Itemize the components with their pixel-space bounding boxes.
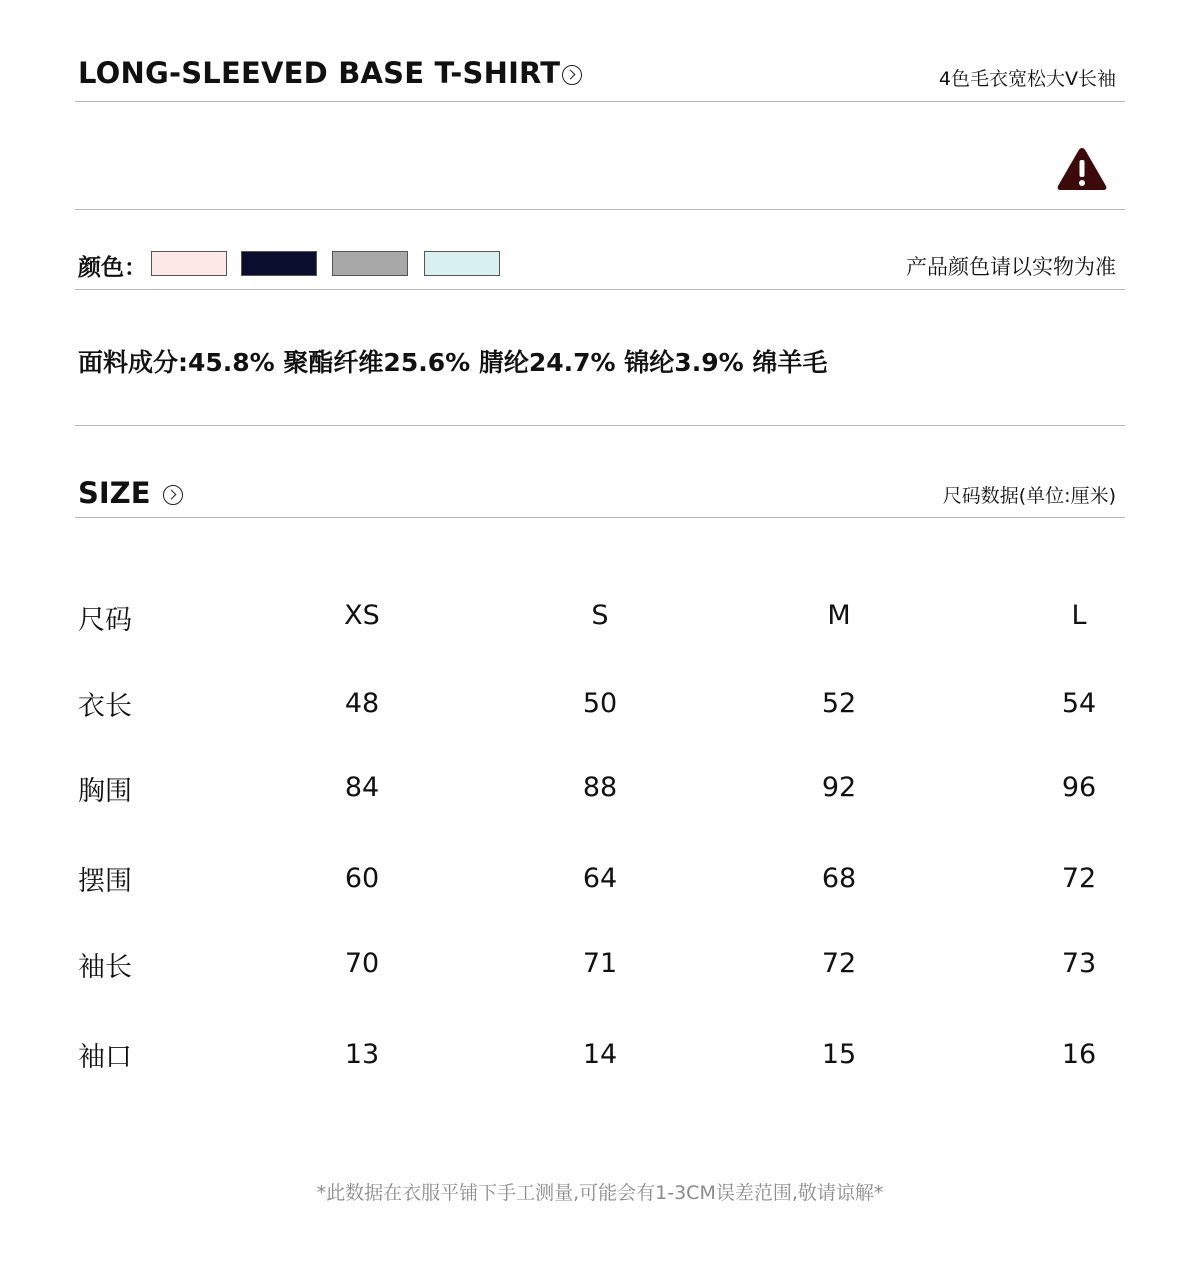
- row-label: 衣长: [78, 691, 132, 722]
- color-note: 产品颜色请以实物为准: [906, 255, 1116, 279]
- product-title: [78, 56, 582, 90]
- color-swatch-navy: [241, 251, 317, 276]
- table-cell: 71: [582, 948, 618, 979]
- header-l: L: [1071, 600, 1087, 631]
- table-cell: 72: [821, 948, 857, 979]
- table-cell: 14: [582, 1039, 618, 1070]
- product-subtitle: 4色毛衣宽松大V长袖: [938, 68, 1116, 90]
- chevron-right-circle-icon: [562, 65, 582, 85]
- chevron-right-circle-icon: [163, 485, 183, 505]
- divider: [75, 101, 1125, 102]
- color-swatch-pink: [151, 251, 227, 276]
- divider: [75, 209, 1125, 210]
- divider: [75, 289, 1125, 290]
- table-cell: 60: [344, 863, 380, 894]
- fabric-composition: 面料成分:45.8% 聚酯纤维25.6% 腈纶24.7% 锦纶3.9% 绵羊毛: [78, 348, 828, 377]
- table-cell: 16: [1061, 1039, 1097, 1070]
- table-cell: 84: [344, 772, 380, 803]
- table-cell: 48: [344, 688, 380, 719]
- table-cell: 64: [582, 863, 618, 894]
- color-swatch-light-cyan: [424, 251, 500, 276]
- measurement-footnote: *此数据在衣服平铺下手工测量,可能会有1-3CM误差范围,敬请谅解*: [316, 1182, 884, 1204]
- table-cell: 54: [1061, 688, 1097, 719]
- table-cell: 50: [582, 688, 618, 719]
- size-unit-note: 尺码数据(单位:厘米): [942, 485, 1116, 507]
- divider: [75, 425, 1125, 426]
- table-cell: 72: [1061, 863, 1097, 894]
- table-cell: 92: [821, 772, 857, 803]
- color-label: 颜色：: [78, 255, 147, 281]
- size-section-title: [78, 476, 183, 510]
- table-cell: 96: [1061, 772, 1097, 803]
- header-xs: XS: [344, 600, 380, 631]
- table-cell: 13: [344, 1039, 380, 1070]
- row-label: 袖长: [78, 952, 132, 983]
- header-s: S: [591, 600, 609, 631]
- table-cell: 15: [821, 1039, 857, 1070]
- row-label: 袖口: [78, 1042, 132, 1073]
- size-title-text: SIZE: [78, 476, 151, 510]
- table-cell: 68: [821, 863, 857, 894]
- table-cell: 70: [344, 948, 380, 979]
- header-label: 尺码: [78, 605, 132, 636]
- table-cell: 88: [582, 772, 618, 803]
- table-cell: 52: [821, 688, 857, 719]
- row-label: 胸围: [78, 776, 132, 807]
- divider: [75, 517, 1125, 518]
- product-title-text: LONG-SLEEVED BASE T-SHIRT: [78, 56, 561, 90]
- table-cell: 73: [1061, 948, 1097, 979]
- header-m: M: [827, 600, 851, 631]
- row-label: 摆围: [78, 866, 132, 897]
- warning-triangle-icon: [1056, 146, 1108, 192]
- color-swatch-gray: [332, 251, 408, 276]
